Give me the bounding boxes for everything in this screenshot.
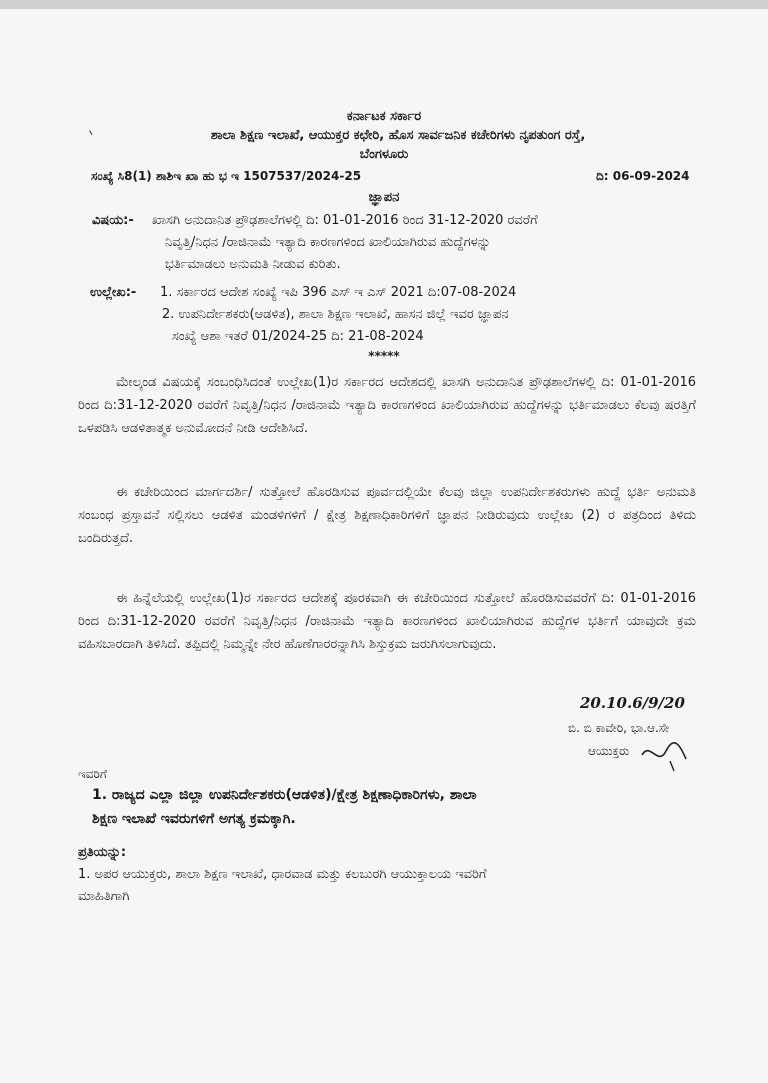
separator: ***** bbox=[368, 349, 400, 363]
signature-scribble bbox=[640, 737, 690, 773]
addressee-line: ಶಿಕ್ಷಣ ಇಲಾಖೆ ಇವರುಗಳಿಗೆ ಅಗತ್ಯ ಕ್ರಮಕ್ಕಾಗಿ. bbox=[92, 811, 296, 827]
reference-number: ಸಂಖ್ಯೆ ಸಿ8(1) ಶಾಶಿಇ ಖಾ ಹು ಭ ಇ 1507537/2024-25 bbox=[91, 169, 362, 183]
subject-line: ಖಾಸಗಿ ಅನುದಾನಿತ ಪ್ರೌಢಶಾಲೆಗಳಲ್ಲಿ ದಿ: 01-01-2016 ರಿಂದ 31-12-2020 ರವರೆಗೆ bbox=[152, 213, 538, 228]
office-address-line2: ಬೆಂಗಳೂರು bbox=[359, 147, 409, 162]
subject-line: ಭರ್ತಿಮಾಡಲು ಅನುಮತಿ ನೀಡುವ ಕುರಿತು. bbox=[165, 257, 341, 272]
body-paragraph-3: ಈ ಹಿನ್ನೆಲೆಯಲ್ಲಿ ಉಲ್ಲೇಖ(1)ರ ಸರ್ಕಾರದ ಆದೇಶಕ್ಕೆ ಪೂರಕವಾಗಿ ಈ ಕಚೇರಿಯಿಂದ ಸುತ್ತೋಲೆ ಹೊರಡಿಸುವವರೆಗೆ ದಿ: 01-01-2016 ರಿಂದ ದಿ:31-12-2020 ರವರೆಗೆ ನಿವೃತ್ತಿ/ನಿಧನ /ರಾಜಿನಾಮೆ ಇತ್ಯಾದಿ ಕಾರಣಗಳಿಂದ ಖಾಲಿಯಾಗಿರುವ ಹುದ್ದೆಗಳ ಭರ್ತಿಗೆ ಯಾವುದೇ ಕ್ರಮ ವಹಿಸಬಾರದಾಗಿ ತಿಳಿಸಿದೆ. ತಪ್ಪಿದಲ್ಲಿ ನಿಮ್ಮನ್ನೇ ನೇರ ಹೊಣೆಗಾರರನ್ನಾಗಿಸಿ ಶಿಸ್ತುಕ್ರಮ ಜರುಗಿಸಲಾಗುವುದು. bbox=[78, 591, 696, 652]
addressee-line: 1. ರಾಜ್ಯದ ಎಲ್ಲಾ ಜಿಲ್ಲಾ ಉಪನಿರ್ದೇಶಕರು(ಆಡಳಿತ)/ಕ್ಷೇತ್ರ ಶಿಕ್ಷಣಾಧಿಕಾರಿಗಳು, ಶಾಲಾ bbox=[92, 787, 477, 803]
addressee-label: ಇವರಿಗೆ bbox=[78, 767, 107, 781]
handwritten-signature-date: 20.10.6/9/20 bbox=[580, 694, 685, 712]
body-paragraph-2: ಈ ಕಚೇರಿಯಿಂದ ಮಾರ್ಗದರ್ಶಿ/ ಸುತ್ತೋಲೆ ಹೊರಡಿಸುವ ಪೂರ್ವದಲ್ಲಿಯೇ ಕೆಲವು ಜಿಲ್ಲಾ ಉಪನಿರ್ದೇಶಕರುಗಳು ಹುದ್ದೆ ಭರ್ತಿ ಅನುಮತಿ ಸಂಬಂಧ ಪ್ರಸ್ತಾವನೆ ಸಲ್ಲಿಸಲು ಆಡಳಿತ ಮಂಡಳಿಗಳಿಗೆ / ಕ್ಷೇತ್ರ ಶಿಕ್ಷಣಾಧಿಕಾರಿಗಳಿಗೆ ಜ್ಞಾಪನ ನೀಡಿರುವುದು ಉಲ್ಲೇಖ (2) ರ ಪತ್ರದಿಂದ ತಿಳಿದು ಬಂದಿರುತ್ತದೆ. bbox=[78, 485, 696, 546]
memo-date: ದಿ: 06-09-2024 bbox=[596, 169, 690, 183]
reference-line: 2. ಉಪನಿರ್ದೇಶಕರು(ಆಡಳಿತ), ಶಾಲಾ ಶಿಕ್ಷಣ ಇಲಾಖೆ, ಹಾಸನ ಜಿಲ್ಲೆ ಇವರ ಜ್ಞಾಪನ bbox=[162, 307, 509, 322]
scan-mark bbox=[89, 128, 97, 135]
government-title: ಕರ್ನಾಟಕ ಸರ್ಕಾರ bbox=[346, 109, 422, 124]
subject-line: ನಿವೃತ್ತಿ/ನಿಧನ /ರಾಜಿನಾಮೆ ಇತ್ಯಾದಿ ಕಾರಣಗಳಿಂದ ಖಾಲಿಯಾಗಿರುವ ಹುದ್ದೆಗಳನ್ನು bbox=[165, 235, 491, 250]
reference-line: 1. ಸರ್ಕಾರದ ಆದೇಶ ಸಂಖ್ಯೆ ಇಪಿ 396 ಎಸ್ ಇ ಎಸ್ 2021 ದಿ:07-08-2024 bbox=[160, 285, 517, 300]
reference-line: ಸಂಖ್ಯೆ ಆಶಾ ಇತರೆ 01/2024-25 ದಿ: 21-08-2024 bbox=[172, 329, 424, 344]
top-border bbox=[0, 0, 768, 9]
memo-document bbox=[0, 9, 768, 1083]
document-type: ಜ್ಞಾಪನ bbox=[368, 190, 400, 205]
copy-to-label: ಪ್ರತಿಯನ್ನು: bbox=[78, 845, 127, 860]
reference-label: ಉಲ್ಲೇಖ:- bbox=[90, 285, 137, 300]
office-address-line1: ಶಾಲಾ ಶಿಕ್ಷಣ ಇಲಾಖೆ, ಆಯುಕ್ತರ ಕಛೇರಿ, ಹೊಸ ಸಾರ್ವಜನಿಕ ಕಚೇರಿಗಳು ನೃಪತುಂಗ ರಸ್ತೆ, bbox=[210, 128, 586, 143]
signatory-designation: ಆಯುಕ್ತರು bbox=[588, 744, 630, 758]
body-paragraph-1: ಮೇಲ್ಕಂಡ ವಿಷಯಕ್ಕೆ ಸಂಬಂಧಿಸಿದಂತೆ ಉಲ್ಲೇಖ(1)ರ ಸರ್ಕಾರದ ಆದೇಶದಲ್ಲಿ ಖಾಸಗಿ ಅನುದಾನಿತ ಪ್ರೌಢಶಾಲೆಗಳಲ್ಲಿ ದಿ: 01-01-2016 ರಿಂದ ದಿ:31-12-2020 ರವರೆಗೆ ನಿವೃತ್ತಿ/ನಿಧನ /ರಾಜಿನಾಮೆ ಇತ್ಯಾದಿ ಕಾರಣಗಳಿಂದ ಖಾಲಿಯಾಗಿರುವ ಹುದ್ದೆಗಳನ್ನು ಭರ್ತಿಮಾಡಲು ಕೆಲವು ಷರತ್ತಿಗೆ ಒಳಪಡಿಸಿ ಆಡಳಿತಾತ್ಮಕ ಅನುಮೋದನೆ ನೀಡಿ ಆದೇಶಿಸಿದೆ. bbox=[78, 375, 696, 436]
copy-to-line: ಮಾಹಿತಿಗಾಗಿ bbox=[78, 889, 130, 904]
subject-label: ವಿಷಯ:- bbox=[92, 213, 134, 228]
copy-to-line: 1. ಅಪರ ಆಯುಕ್ತರು, ಶಾಲಾ ಶಿಕ್ಷಣ ಇಲಾಖೆ, ಧಾರವಾಡ ಮತ್ತು ಕಲಬುರಗಿ ಆಯುಕ್ತಾಲಯ ಇವರಿಗೆ bbox=[78, 867, 487, 882]
signatory-name: ಬಿ. ಬಿ ಕಾವೇರಿ, ಭಾ.ಆ.ಸೇ bbox=[568, 721, 670, 735]
